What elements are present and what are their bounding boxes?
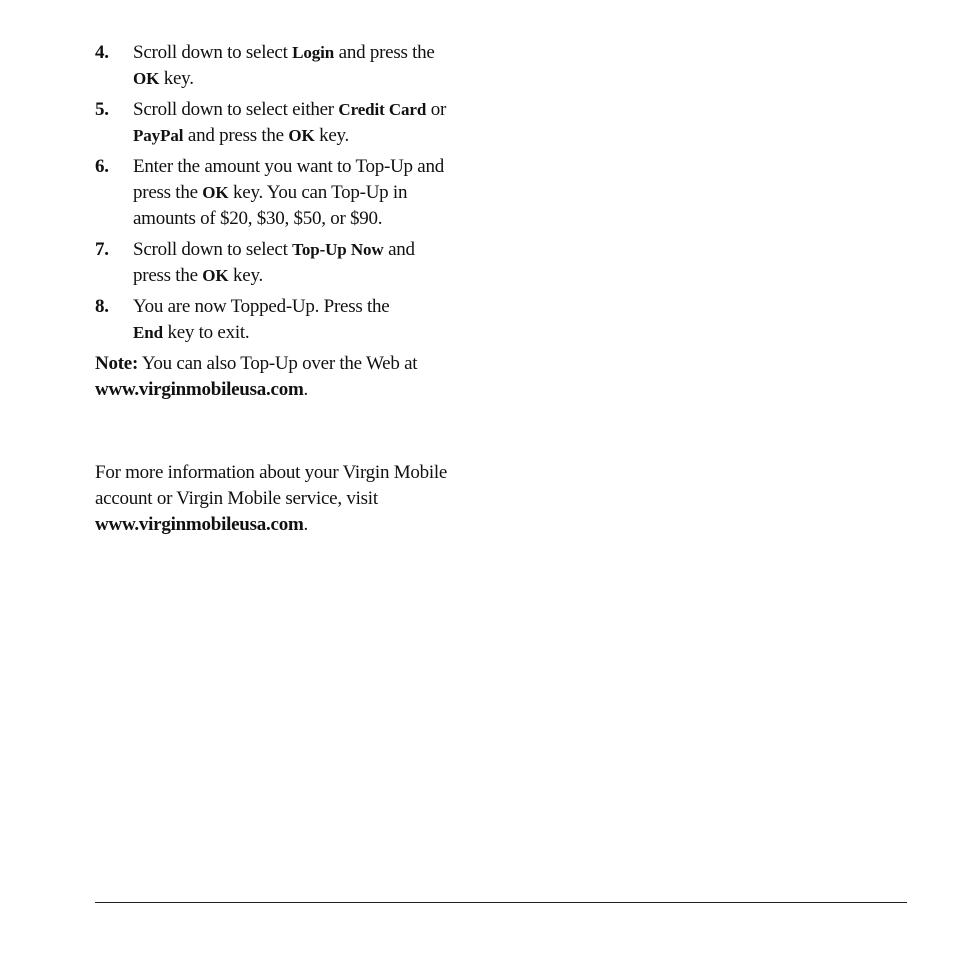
footer-rule — [95, 902, 907, 903]
info-paragraph — [95, 460, 475, 538]
key-name: OK — [133, 69, 160, 88]
info-url: www.virginmobileusa.com — [95, 514, 304, 535]
info-line-2: account or Virgin Mobile service, visit — [95, 488, 378, 509]
info-period: . — [303, 514, 309, 535]
step-number: 8. — [95, 296, 109, 317]
step-text-run: key to exit. — [162, 322, 250, 343]
key-name: End — [133, 323, 163, 342]
step-text-run: press the — [133, 265, 203, 286]
step-item — [95, 40, 475, 92]
step-text-run: key. — [159, 68, 194, 89]
step-text-run: or — [426, 99, 447, 120]
step-text-run: key. You can Top-Up in — [228, 182, 408, 203]
step-text — [133, 40, 475, 92]
step-text — [133, 237, 475, 289]
key-name: Credit Card — [338, 100, 427, 119]
step-text-run: Enter the amount you want to Top-Up and — [133, 156, 444, 177]
step-text-run: key. — [314, 125, 350, 146]
step-text-run: Scroll down to select either — [133, 99, 339, 120]
step-text-run: You are now Topped-Up. Press the — [133, 296, 390, 317]
step-item — [95, 154, 475, 232]
step-number: 6. — [95, 156, 109, 177]
key-name: OK — [288, 126, 315, 145]
note-text: You can also Top-Up over the Web at — [138, 353, 418, 374]
key-name: OK — [202, 266, 229, 285]
step-text-run: Scroll down to select — [133, 239, 293, 260]
step-item — [95, 237, 475, 289]
step-item — [95, 97, 475, 149]
step-text — [133, 97, 475, 149]
step-item — [95, 294, 475, 346]
step-text-run: key. — [228, 265, 263, 286]
note-label: Note: — [95, 353, 139, 374]
step-text-run: and press the — [334, 42, 435, 63]
step-list — [95, 40, 475, 346]
page-content — [95, 40, 475, 538]
info-line-1: For more information about your Virgin Mobile — [95, 462, 448, 483]
key-name: OK — [202, 183, 229, 202]
step-number: 4. — [95, 42, 109, 63]
step-text — [133, 154, 475, 232]
step-text-run: and press the — [183, 125, 289, 146]
step-number: 5. — [95, 99, 109, 120]
note-paragraph — [95, 351, 475, 403]
key-name: Login — [292, 43, 335, 62]
key-name: PayPal — [133, 126, 184, 145]
key-name: Top-Up Now — [292, 240, 384, 259]
note-period: . — [303, 379, 309, 400]
step-text — [133, 294, 475, 346]
note-url: www.virginmobileusa.com — [95, 379, 304, 400]
step-text-run: Scroll down to select — [133, 42, 293, 63]
step-text-run: amounts of $20, $30, $50, or $90. — [133, 208, 383, 229]
step-text-run: press the — [133, 182, 203, 203]
step-number: 7. — [95, 239, 109, 260]
step-text-run: and — [383, 239, 415, 260]
